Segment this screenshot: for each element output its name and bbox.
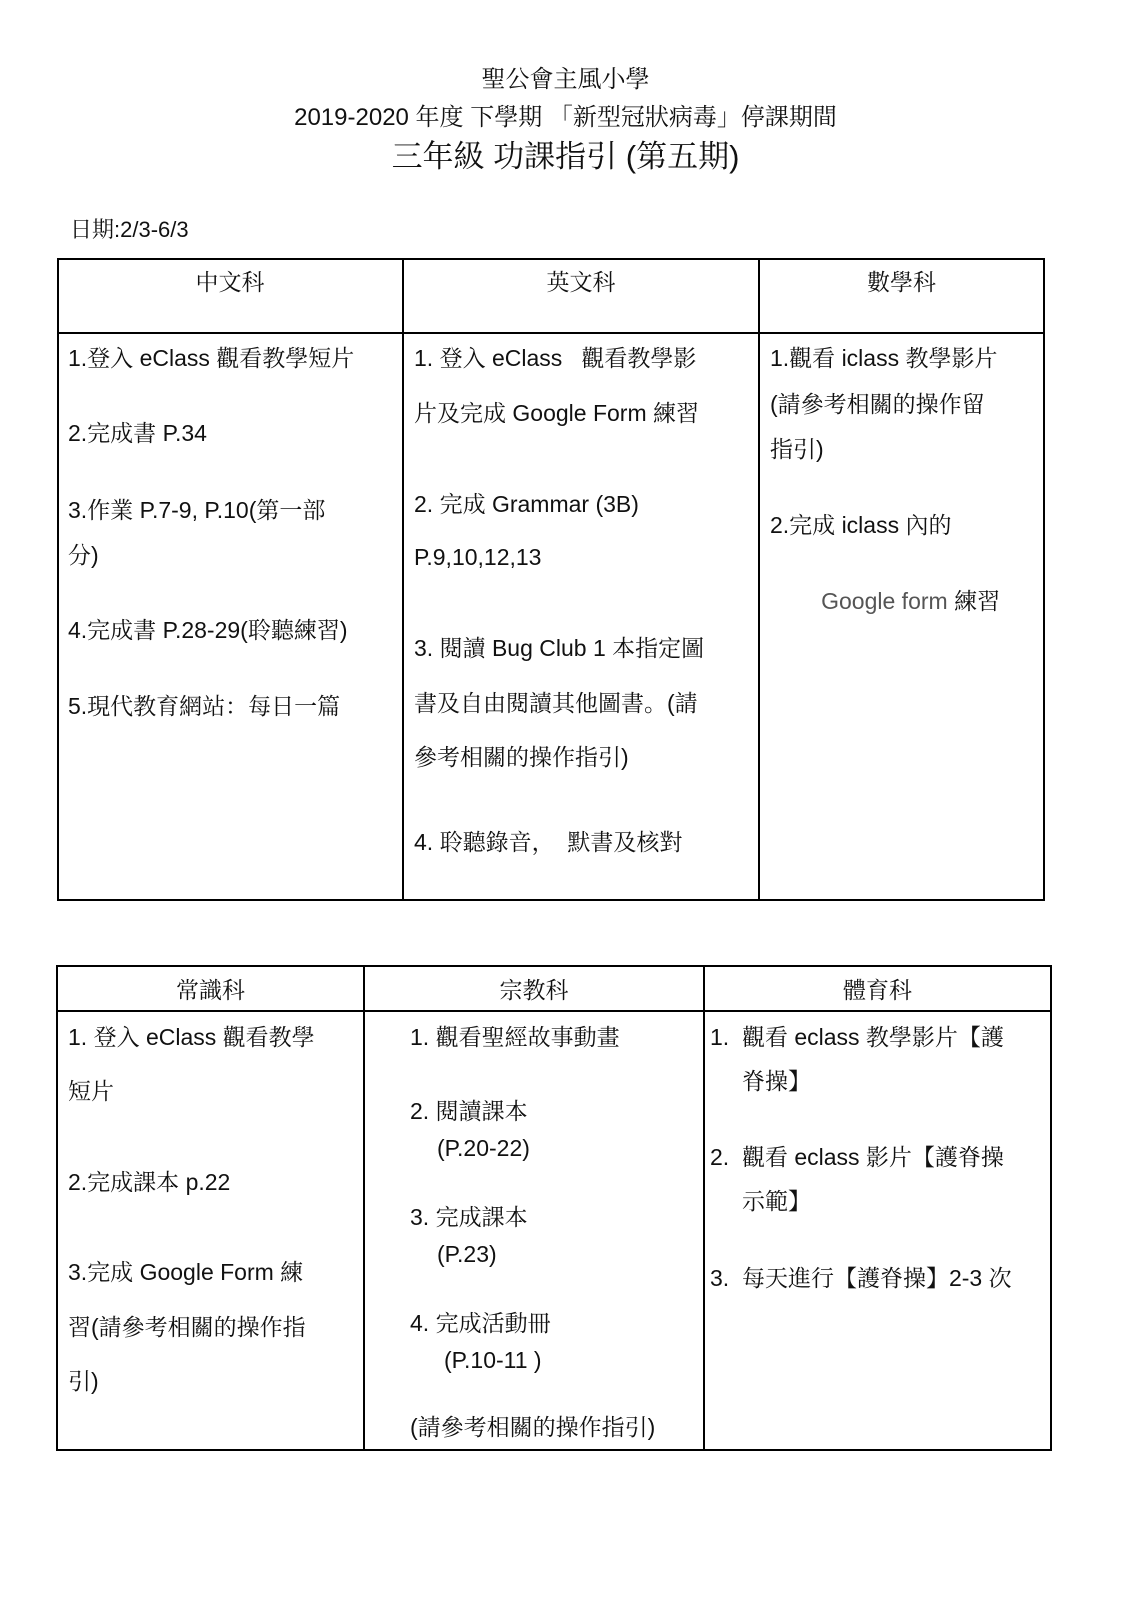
pe-task-line: 脊操】 xyxy=(742,1068,811,1094)
english-task-line: 參考相關的操作指引) xyxy=(414,744,629,770)
religion-task-line: (P.10-11 ) xyxy=(444,1347,542,1373)
religion-task-line: 3. 完成課本 xyxy=(410,1204,528,1230)
chinese-task-line: 4.完成書 P.28-29(聆聽練習) xyxy=(68,617,348,643)
english-task-line: 2. 完成 Grammar (3B) xyxy=(414,491,639,517)
religion-task-line: (請參考相關的操作指引) xyxy=(410,1414,656,1440)
english-task-line: 3. 閱讀 Bug Club 1 本指定圖 xyxy=(414,635,705,661)
table-2-divider xyxy=(363,965,365,1451)
general-studies-task-line: 引) xyxy=(68,1368,99,1394)
english-task-line: 書及自由閱讀其他圖書。(請 xyxy=(414,690,698,716)
pe-task-line: 示範】 xyxy=(742,1188,811,1214)
table-2-header-divider xyxy=(56,1010,1052,1012)
pe-task-line: 2. 觀看 eclass 影片【護脊操 xyxy=(710,1144,1004,1170)
table-1-divider xyxy=(402,258,404,901)
header-pe: 體育科 xyxy=(843,977,912,1003)
date-range: 日期:2/3-6/3 xyxy=(70,217,189,242)
chinese-task-line: 3.作業 P.7-9, P.10(第一部 xyxy=(68,497,326,523)
religion-task-line: 2. 閱讀課本 xyxy=(410,1098,528,1124)
school-name: 聖公會主風小學 xyxy=(481,66,650,93)
chinese-task-line: 1.登入 eClass 觀看教學短片 xyxy=(68,345,355,371)
table-2-divider xyxy=(703,965,705,1451)
pe-task-line: 1. 觀看 eclass 教學影片【護 xyxy=(710,1024,1004,1050)
chinese-task-line: 分) xyxy=(68,542,99,568)
english-task-line: P.9,10,12,13 xyxy=(414,544,542,570)
math-task-line: (請參考相關的操作留 xyxy=(770,391,985,417)
religion-task-line: 1. 觀看聖經故事動畫 xyxy=(410,1024,620,1050)
math-task-muted-text: Google form xyxy=(821,588,948,614)
math-task-line: 1.觀看 iclass 教學影片 xyxy=(770,345,998,371)
general-studies-task-line: 2.完成課本 p.22 xyxy=(68,1169,231,1195)
english-task-line: 4. 聆聽錄音， 默書及核對 xyxy=(414,829,683,855)
math-task-line: 指引) xyxy=(770,436,824,462)
religion-task-line: (P.20-22) xyxy=(437,1135,530,1161)
religion-task-line: 4. 完成活動冊 xyxy=(410,1310,551,1336)
english-task-line: 1. 登入 eClass 觀看教學影 xyxy=(414,345,697,371)
page-title: 三年級 功課指引 (第五期) xyxy=(391,139,740,174)
header-general-studies: 常識科 xyxy=(176,977,245,1003)
table-1-divider xyxy=(758,258,760,901)
header-chinese: 中文科 xyxy=(195,269,265,295)
general-studies-task-line: 習(請參考相關的操作指 xyxy=(68,1314,306,1340)
english-task-line: 片及完成 Google Form 練習 xyxy=(414,400,699,426)
chinese-task-line: 2.完成書 P.34 xyxy=(68,420,207,446)
pe-task-line: 3. 每天進行【護脊操】2-3 次 xyxy=(710,1265,1012,1291)
general-studies-task-line: 3.完成 Google Form 練 xyxy=(68,1259,304,1285)
header-math: 數學科 xyxy=(867,269,936,295)
chinese-task-line: 5.現代教育網站：每日一篇 xyxy=(68,693,341,719)
math-task-text: 練習 xyxy=(947,588,1001,614)
general-studies-task-line: 短片 xyxy=(68,1078,114,1104)
math-task-line: 2.完成 iclass 內的 xyxy=(770,512,952,538)
period-subtitle: 2019-2020 年度 下學期 「新型冠狀病毒」停課期間 xyxy=(294,104,837,131)
religion-task-line: (P.23) xyxy=(437,1241,497,1267)
general-studies-task-line: 1. 登入 eClass 觀看教學 xyxy=(68,1024,315,1050)
math-task-line xyxy=(770,556,1000,646)
table-1-header-divider xyxy=(57,332,1045,334)
header-english: 英文科 xyxy=(546,269,616,295)
header-religion: 宗教科 xyxy=(499,977,569,1003)
